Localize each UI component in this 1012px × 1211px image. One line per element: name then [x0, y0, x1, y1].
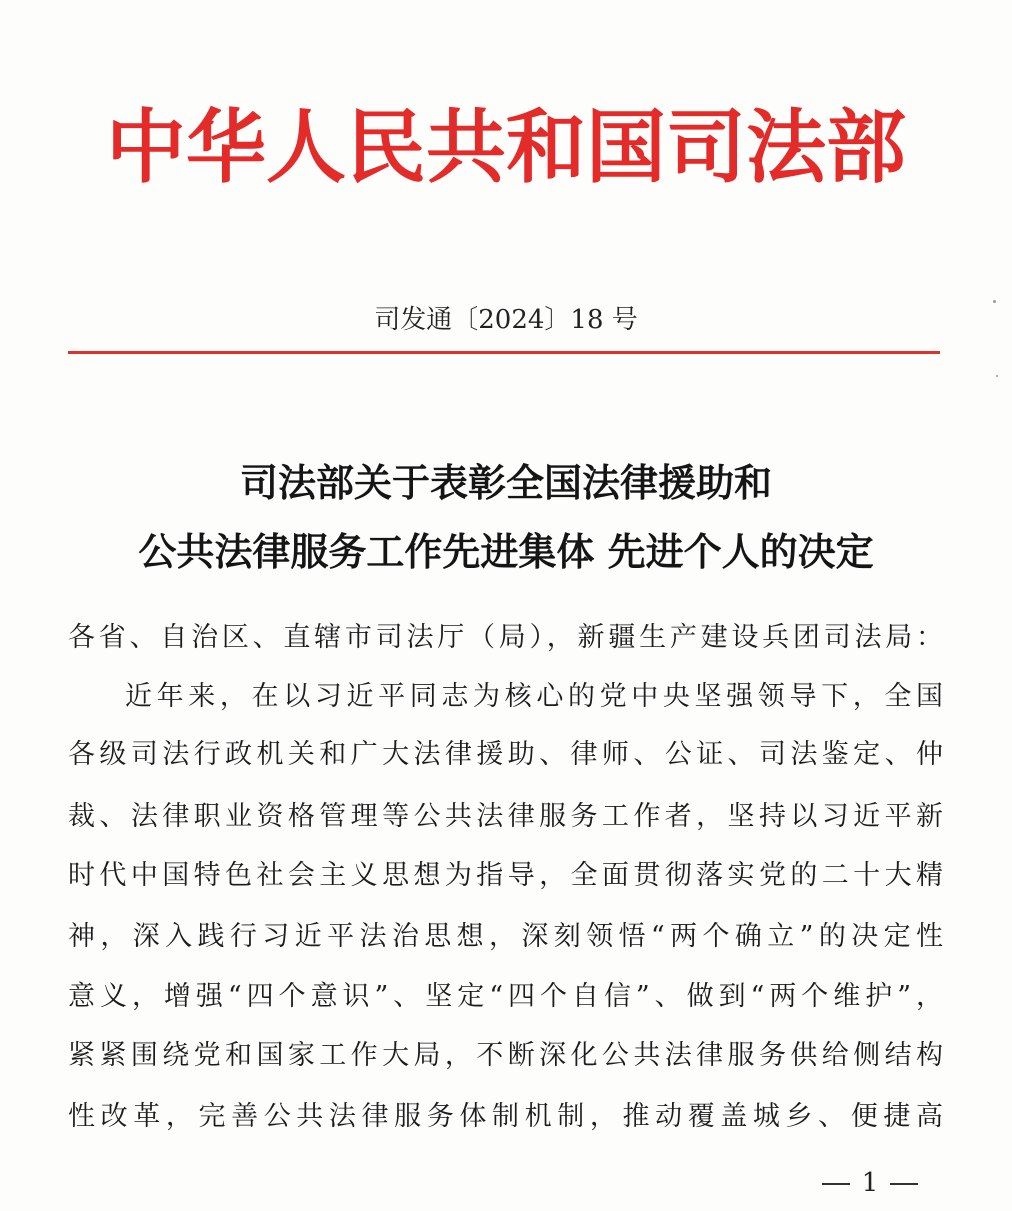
body-paragraph-line: 各级司法行政机关和广大法律援助、律师、公证、司法鉴定、仲 [68, 739, 943, 770]
body-paragraph-line: 性改革，完善公共法律服务体制机制，推动覆盖城乡、便捷高 [68, 1101, 943, 1132]
body-paragraph-line: 意义，增强“四个意识”、坚定“四个自信”、做到“两个维护”， [68, 981, 943, 1012]
footer-dash-right [890, 1183, 918, 1185]
red-divider-line [68, 351, 940, 354]
body-paragraph-line: 裁、法律职业资格管理等公共法律服务工作者，坚持以习近平新 [68, 801, 943, 832]
addressee-line: 各省、自治区、直辖市司法厅（局），新疆生产建设兵团司法局： [68, 622, 943, 653]
footer-dash-left [822, 1183, 850, 1185]
document-title-line-2: 公共法律服务工作先进集体 先进个人的决定 [138, 530, 874, 574]
masthead-title: 中华人民共和国司法部 [106, 100, 906, 194]
page-number-footer [800, 1166, 940, 1200]
body-paragraph-line: 神，深入践行习近平法治思想，深刻领悟“两个确立”的决定性 [68, 921, 943, 952]
document-title-line-1: 司法部关于表彰全国法律援助和 [239, 461, 772, 505]
scan-speck [993, 300, 996, 303]
scan-speck [996, 375, 998, 377]
body-paragraph-line: 紧紧围绕党和国家工作大局，不断深化公共法律服务供给侧结构 [68, 1040, 943, 1071]
page-number: 1 [861, 1168, 879, 1198]
body-paragraph-line: 时代中国特色社会主义思想为指导，全面贯彻落实党的二十大精 [68, 860, 943, 891]
document-number: 司发通〔2024〕18 号 [374, 305, 638, 335]
body-paragraph-line: 近年来，在以习近平同志为核心的党中央坚强领导下，全国 [125, 681, 943, 712]
